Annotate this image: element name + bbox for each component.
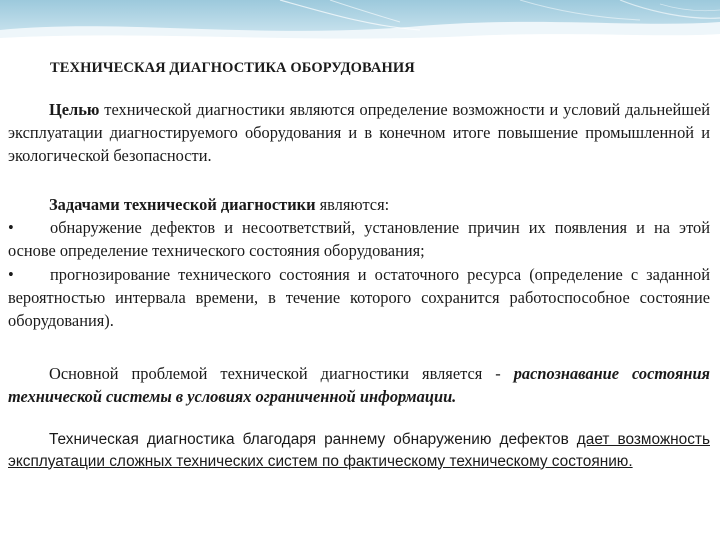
problem-emphasis: распознавание состояния технической системы в условиях ограниченной информации.: [8, 364, 710, 407]
tasks-lead: Задачами технической диагностики: [49, 195, 316, 214]
slide-title: ТЕХНИЧЕСКАЯ ДИАГНОСТИКА ОБОРУДОВАНИЯ: [50, 60, 415, 76]
goal-text: технической диагностики являются определение возможности и условий дальнейшей эксплуатации диагностируемого оборудования и в конечном итоге повышение промышленной и экологической безопасности.: [8, 100, 710, 166]
conclusion-paragraph: [8, 429, 710, 472]
tasks-suffix: являются:: [315, 195, 390, 214]
problem-text: Основной проблемой технической диагностики является -: [49, 364, 514, 383]
goal-lead: Целью: [49, 100, 100, 119]
task-item-2: [8, 263, 710, 333]
task-item-1: [8, 216, 710, 262]
conclusion-underlined: дает возможность эксплуатации сложных технических систем по фактическому техническому состоянию.: [8, 431, 710, 470]
bullet-icon: •: [8, 218, 14, 237]
goal-paragraph: [8, 98, 710, 168]
task-item-1-text: обнаружение дефектов и несоответствий, установление причин их появления и на этой основе определение технического состояния оборудования;: [8, 218, 710, 261]
bullet-icon: •: [8, 265, 14, 284]
problem-paragraph: [8, 362, 710, 408]
conclusion-text: Техническая диагностика благодаря раннему обнаружению дефектов: [49, 431, 577, 448]
tasks-heading: [8, 193, 710, 216]
task-item-2-text: прогнозирование технического состояния и остаточного ресурса (определение с заданной вероятностью интервала времени, в течение которого сохранится работоспособное состояние оборудования).: [8, 265, 710, 331]
